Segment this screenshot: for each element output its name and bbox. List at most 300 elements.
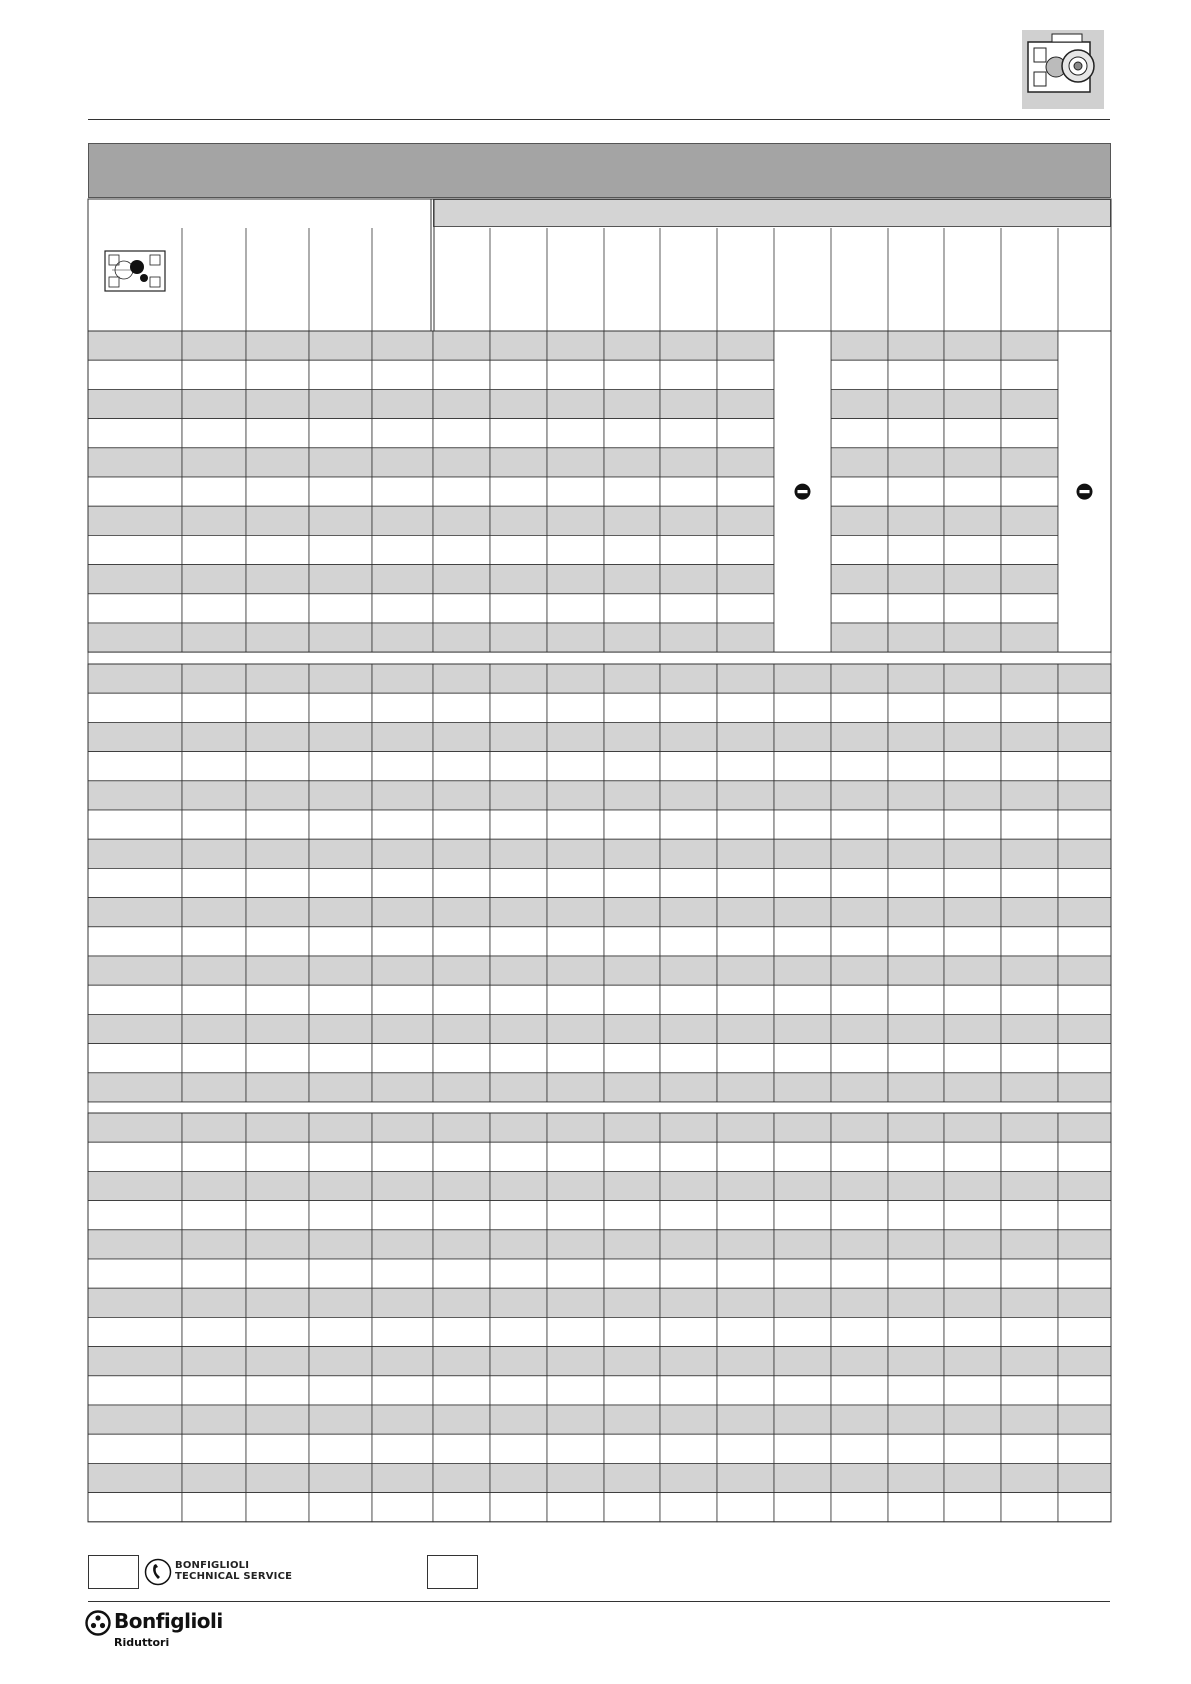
table-cell: [547, 1171, 604, 1200]
table-cell: [888, 565, 944, 594]
table-cell: [831, 722, 888, 751]
table-cell: [182, 664, 246, 693]
table-cell: [944, 956, 1001, 985]
table-cell: [774, 985, 831, 1014]
table-cell: [604, 1201, 660, 1230]
table-cell: [717, 693, 774, 722]
table-cell: [774, 1376, 831, 1405]
table-cell: [182, 448, 246, 477]
table-cell: [490, 1347, 547, 1376]
table-cell: [888, 810, 944, 839]
table-cell: [774, 956, 831, 985]
footer-rule: [88, 1601, 1110, 1602]
table-cell: [182, 1376, 246, 1405]
table-cell: [433, 1142, 490, 1171]
table-cell: [717, 594, 774, 623]
table-cell: [433, 898, 490, 927]
table-cell: [717, 1405, 774, 1434]
table-cell: [660, 1434, 717, 1463]
table-cell: [888, 448, 944, 477]
table-cell: [604, 1073, 660, 1102]
table-cell: [547, 956, 604, 985]
technical-service-label: [175, 1560, 292, 1582]
table-cell: [604, 1434, 660, 1463]
table-cell: [88, 1405, 182, 1434]
table-cell: [433, 477, 490, 506]
table-cell: [309, 565, 372, 594]
table-cell: [774, 1463, 831, 1492]
table-cell: [660, 693, 717, 722]
table-cell: [944, 693, 1001, 722]
table-cell: [1001, 693, 1058, 722]
table-cell: [660, 898, 717, 927]
table-cell: [372, 898, 433, 927]
table-cell: [604, 1259, 660, 1288]
table-cell: [433, 1171, 490, 1200]
table-cell: [547, 1014, 604, 1043]
table-cell: [831, 693, 888, 722]
table-cell: [774, 898, 831, 927]
table-cell: [433, 752, 490, 781]
table-cell: [547, 752, 604, 781]
table-cell: [88, 985, 182, 1014]
table-cell: [182, 1259, 246, 1288]
table-cell: [246, 693, 309, 722]
table-cell: [182, 389, 246, 418]
table-cell: [246, 506, 309, 535]
table-cell: [604, 1405, 660, 1434]
table-cell: [372, 781, 433, 810]
table-cell: [774, 1405, 831, 1434]
table-cell: [547, 1405, 604, 1434]
table-cell: [372, 1288, 433, 1317]
table-cell: [547, 927, 604, 956]
table-cell: [944, 565, 1001, 594]
table-cell: [774, 752, 831, 781]
table-cell: [774, 693, 831, 722]
table-cell: [547, 535, 604, 564]
table-cell: [547, 1044, 604, 1073]
table-cell: [490, 839, 547, 868]
table-cell: [888, 1463, 944, 1492]
table-cell: [944, 1434, 1001, 1463]
table-cell: [88, 1493, 182, 1522]
table-cell: [372, 810, 433, 839]
table-cell: [246, 1463, 309, 1492]
table-cell: [888, 1230, 944, 1259]
table-cell: [660, 664, 717, 693]
table-cell: [888, 1259, 944, 1288]
table-title-band: [88, 143, 1111, 198]
table-cell: [604, 1347, 660, 1376]
table-cell: [88, 1014, 182, 1043]
table-cell: [831, 1405, 888, 1434]
table-cell: [309, 448, 372, 477]
section-code-box: [427, 1555, 478, 1589]
table-cell: [1058, 810, 1111, 839]
table-cell: [246, 927, 309, 956]
table-cell: [1058, 1493, 1111, 1522]
table-cell: [717, 419, 774, 448]
table-cell: [944, 985, 1001, 1014]
table-cell: [88, 594, 182, 623]
table-cell: [490, 1463, 547, 1492]
table-cell: [944, 1044, 1001, 1073]
table-cell: [1058, 1434, 1111, 1463]
table-cell: [490, 477, 547, 506]
table-cell: [246, 1014, 309, 1043]
table-cell: [490, 1142, 547, 1171]
table-cell: [547, 477, 604, 506]
table-cell: [888, 1317, 944, 1346]
table-cell: [246, 781, 309, 810]
table-cell: [246, 477, 309, 506]
table-cell: [660, 927, 717, 956]
table-cell: [490, 1073, 547, 1102]
table-cell: [246, 1376, 309, 1405]
table-cell: [309, 1073, 372, 1102]
table-cell: [1001, 623, 1058, 652]
table-cell: [717, 389, 774, 418]
table-cell: [717, 1347, 774, 1376]
table-cell: [604, 1044, 660, 1073]
table-cell: [490, 1113, 547, 1142]
table-cell: [1001, 1201, 1058, 1230]
table-cell: [831, 1347, 888, 1376]
table-cell: [309, 839, 372, 868]
gear-unit-arrangement-icon: [104, 250, 166, 292]
table-cell: [88, 1171, 182, 1200]
table-cell: [604, 1171, 660, 1200]
table-cell: [246, 1230, 309, 1259]
table-cell: [88, 927, 182, 956]
table-cell: [309, 360, 372, 389]
table-cell: [433, 927, 490, 956]
table-cell: [182, 506, 246, 535]
table-cell: [1001, 1142, 1058, 1171]
table-cell: [1001, 506, 1058, 535]
table-cell: [309, 781, 372, 810]
table-cell: [1058, 722, 1111, 751]
table-cell: [660, 535, 717, 564]
table-cell: [1058, 1142, 1111, 1171]
table-cell: [774, 1073, 831, 1102]
table-cell: [547, 623, 604, 652]
table-cell: [309, 1259, 372, 1288]
table-cell: [433, 839, 490, 868]
table-cell: [547, 1434, 604, 1463]
table-cell: [246, 1405, 309, 1434]
table-cell: [660, 594, 717, 623]
table-cell: [660, 1044, 717, 1073]
table-cell: [1001, 1171, 1058, 1200]
table-cell: [88, 1317, 182, 1346]
table-cell: [309, 1463, 372, 1492]
table-cell: [888, 664, 944, 693]
table-cell: [182, 1317, 246, 1346]
table-cell: [604, 594, 660, 623]
table-cell: [372, 1347, 433, 1376]
table-cell: [1001, 1073, 1058, 1102]
table-cell: [433, 1493, 490, 1522]
table-cell: [372, 1463, 433, 1492]
table-cell: [372, 1317, 433, 1346]
table-cell: [831, 868, 888, 897]
table-cell: [660, 506, 717, 535]
group-separator: [88, 652, 1111, 664]
table-cell: [717, 506, 774, 535]
table-cell: [604, 693, 660, 722]
table-cell: [717, 331, 774, 360]
table-cell: [372, 506, 433, 535]
table-cell: [831, 1142, 888, 1171]
table-cell: [433, 781, 490, 810]
table-cell: [888, 419, 944, 448]
table-cell: [182, 839, 246, 868]
table-cell: [1058, 1171, 1111, 1200]
table-cell: [831, 781, 888, 810]
table-cell: [944, 1201, 1001, 1230]
table-cell: [246, 565, 309, 594]
table-cell: [490, 1044, 547, 1073]
table-cell: [944, 722, 1001, 751]
table-cell: [604, 331, 660, 360]
table-cell: [944, 1493, 1001, 1522]
table-cell: [433, 693, 490, 722]
table-cell: [372, 693, 433, 722]
table-cell: [88, 781, 182, 810]
table-cell: [1001, 1405, 1058, 1434]
table-cell: [831, 927, 888, 956]
table-cell: [309, 623, 372, 652]
table-cell: [372, 1014, 433, 1043]
table-cell: [433, 1073, 490, 1102]
table-cell: [88, 1201, 182, 1230]
table-cell: [88, 1347, 182, 1376]
table-cell: [604, 1142, 660, 1171]
table-cell: [944, 1376, 1001, 1405]
table-cell: [944, 1142, 1001, 1171]
table-cell: [490, 868, 547, 897]
table-cell: [490, 752, 547, 781]
table-cell: [433, 1259, 490, 1288]
table-cell: [490, 722, 547, 751]
table-cell: [1001, 781, 1058, 810]
table-cell: [433, 1434, 490, 1463]
table-cell: [604, 898, 660, 927]
table-cell: [372, 623, 433, 652]
table-cell: [372, 1493, 433, 1522]
table-cell: [660, 623, 717, 652]
table-cell: [246, 360, 309, 389]
company-subtitle: Riduttori: [114, 1636, 170, 1649]
table-cell: [433, 506, 490, 535]
table-cell: [246, 1493, 309, 1522]
table-cell: [490, 1376, 547, 1405]
table-cell: [372, 722, 433, 751]
table-cell: [944, 1230, 1001, 1259]
table-cell: [246, 1044, 309, 1073]
table-cell: [309, 1434, 372, 1463]
table-cell: [372, 360, 433, 389]
table-cell: [246, 868, 309, 897]
table-cell: [831, 1113, 888, 1142]
table-cell: [182, 1142, 246, 1171]
table-cell: [717, 722, 774, 751]
table-cell: [182, 868, 246, 897]
table-cell: [1001, 1014, 1058, 1043]
gear-unit-icon: [1022, 30, 1104, 109]
table-cell: [944, 1463, 1001, 1492]
table-cell: [831, 1463, 888, 1492]
table-cell: [246, 1073, 309, 1102]
table-cell: [888, 1171, 944, 1200]
table-cell: [88, 331, 182, 360]
table-cell: [547, 419, 604, 448]
table-cell: [831, 565, 888, 594]
table-cell: [1001, 1113, 1058, 1142]
table-cell: [831, 1044, 888, 1073]
table-cell: [944, 781, 1001, 810]
table-cell: [1058, 1259, 1111, 1288]
table-cell: [660, 1376, 717, 1405]
table-cell: [774, 1142, 831, 1171]
table-cell: [433, 1317, 490, 1346]
table-cell: [888, 1073, 944, 1102]
table-cell: [372, 1044, 433, 1073]
table-cell: [944, 535, 1001, 564]
table-cell: [1001, 1493, 1058, 1522]
table-cell: [660, 419, 717, 448]
table-cell: [1058, 956, 1111, 985]
table-cell: [309, 752, 372, 781]
table-cell: [372, 331, 433, 360]
table-cell: [717, 664, 774, 693]
table-cell: [831, 664, 888, 693]
table-cell: [246, 1259, 309, 1288]
table-cell: [372, 956, 433, 985]
table-cell: [1001, 868, 1058, 897]
table-cell: [831, 594, 888, 623]
table-cell: [604, 1230, 660, 1259]
table-cell: [660, 331, 717, 360]
table-cell: [831, 1201, 888, 1230]
table-cell: [888, 1434, 944, 1463]
table-cell: [1001, 448, 1058, 477]
table-cell: [372, 448, 433, 477]
table-cell: [88, 1259, 182, 1288]
table-cell: [831, 448, 888, 477]
table-cell: [1058, 927, 1111, 956]
table-cell: [1001, 360, 1058, 389]
table-cell: [717, 477, 774, 506]
table-cell: [433, 1014, 490, 1043]
table-cell: [660, 722, 717, 751]
table-cell: [547, 898, 604, 927]
table-cell: [604, 927, 660, 956]
table-cell: [88, 1142, 182, 1171]
table-cell: [433, 810, 490, 839]
table-cell: [660, 985, 717, 1014]
table-cell: [944, 1073, 1001, 1102]
table-cell: [774, 810, 831, 839]
table-cell: [1001, 985, 1058, 1014]
table-cell: [604, 810, 660, 839]
table-cell: [490, 623, 547, 652]
table-cell: [88, 506, 182, 535]
table-cell: [831, 1014, 888, 1043]
table-cell: [182, 1434, 246, 1463]
table-cell: [774, 1347, 831, 1376]
table-cell: [774, 1493, 831, 1522]
table-cell: [1001, 1434, 1058, 1463]
table-cell: [547, 781, 604, 810]
table-cell: [547, 1463, 604, 1492]
table-cell: [888, 868, 944, 897]
table-cell: [717, 1376, 774, 1405]
table-cell: [604, 419, 660, 448]
table-cell: [88, 623, 182, 652]
table-cell: [888, 752, 944, 781]
table-cell: [1001, 1230, 1058, 1259]
table-cell: [774, 1113, 831, 1142]
table-cell: [490, 898, 547, 927]
table-cell: [944, 360, 1001, 389]
table-cell: [309, 1014, 372, 1043]
table-cell: [774, 722, 831, 751]
table-cell: [774, 1171, 831, 1200]
table-cell: [831, 1288, 888, 1317]
table-cell: [246, 1171, 309, 1200]
table-cell: [372, 1201, 433, 1230]
table-cell: [309, 1142, 372, 1171]
table-cell: [1058, 693, 1111, 722]
table-cell: [660, 448, 717, 477]
no-entry-icon: [1077, 484, 1093, 500]
table-cell: [944, 810, 1001, 839]
table-cell: [944, 623, 1001, 652]
table-cell: [888, 898, 944, 927]
table-cell: [1001, 752, 1058, 781]
table-cell: [604, 1317, 660, 1346]
header-rule: [88, 119, 1110, 120]
table-cell: [547, 810, 604, 839]
table-cell: [490, 985, 547, 1014]
table-cell: [604, 535, 660, 564]
table-cell: [604, 448, 660, 477]
bonfiglioli-logo-icon: [85, 1610, 111, 1636]
table-cell: [660, 781, 717, 810]
table-cell: [944, 664, 1001, 693]
table-cell: [604, 1288, 660, 1317]
table-cell: [490, 693, 547, 722]
table-cell: [309, 898, 372, 927]
table-cell: [831, 506, 888, 535]
table-cell: [547, 868, 604, 897]
table-cell: [246, 1288, 309, 1317]
table-cell: [717, 1230, 774, 1259]
table-cell: [490, 419, 547, 448]
table-cell: [182, 781, 246, 810]
table-cell: [717, 868, 774, 897]
table-cell: [372, 1259, 433, 1288]
table-group-frame: [88, 664, 1111, 1102]
table-cell: [604, 1113, 660, 1142]
table-cell: [888, 693, 944, 722]
table-cell: [888, 331, 944, 360]
table-cell: [547, 1201, 604, 1230]
unavailable-column: [1058, 331, 1111, 652]
